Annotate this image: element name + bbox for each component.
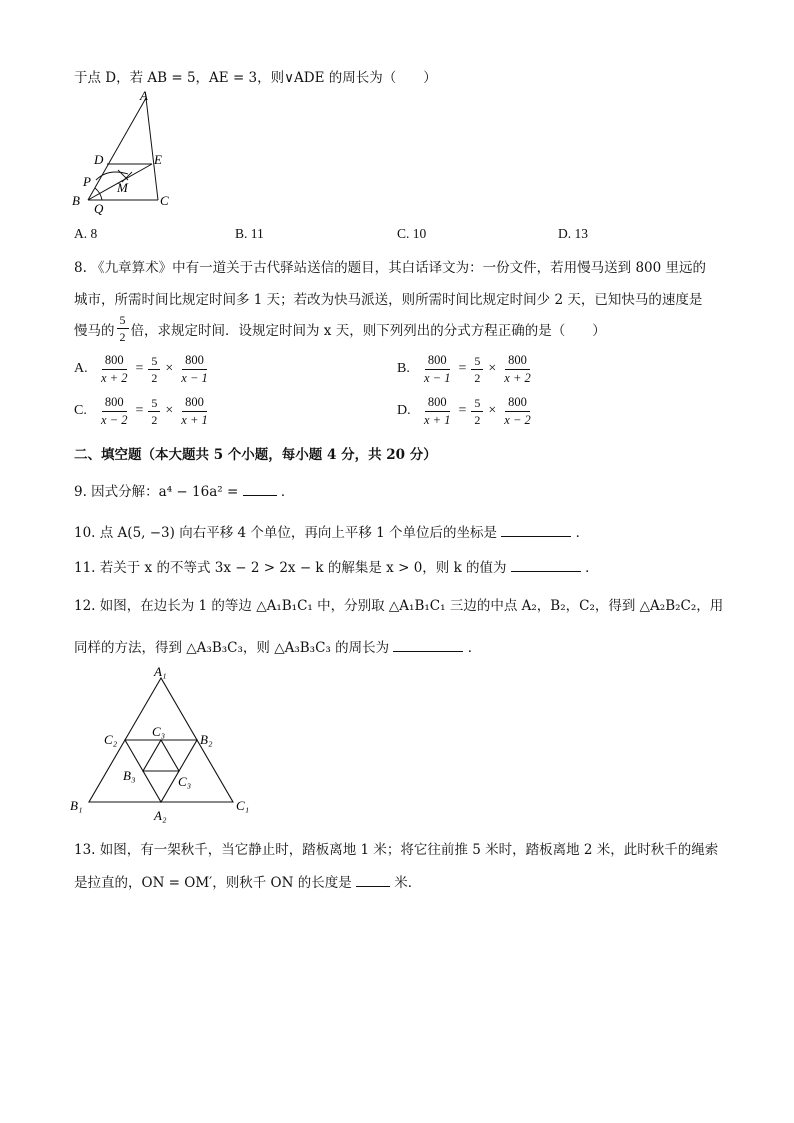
q7-label-M: M <box>117 180 128 195</box>
q8-line1: 8. 《九章算术》中有一道关于古代驿站送信的题目，其白话译文为：一份文件，若用慢马送到 800 里远的 <box>74 260 707 276</box>
q7-label-B: B <box>72 193 80 208</box>
q12-answer-blank[interactable] <box>393 639 463 652</box>
q12-figure <box>66 662 266 824</box>
q7-label-A: A <box>140 88 148 103</box>
q7-option-d: D. 13 <box>558 226 588 241</box>
q11-answer-blank[interactable] <box>511 559 581 572</box>
q13-line1: 13. 如图，有一架秋千，当它静止时，踏板离地 1 米；将它往前推 5 米时，踏板离地 2 米，此时秋千的绳索 <box>74 842 719 858</box>
q7-label-C: C <box>160 193 169 208</box>
q12-label-B3: B₃ <box>123 768 136 783</box>
q10-answer-blank[interactable] <box>501 524 571 537</box>
q8-option-a: A. $\frac{800}{x + 2}$ = $\frac{5}{2}$ × $\frac{800}{x - 1}$ <box>74 353 208 385</box>
q10: 10. 点 A(5, −3) 向右平移 4 个单位，再向上平移 1 个单位后的坐标是 ． <box>74 525 590 541</box>
q12-label-A1: A₁ <box>154 664 167 679</box>
q8-option-b: B. $\frac{800}{x - 1}$ = $\frac{5}{2}$ × $\frac{800}{x + 2}$ <box>397 353 531 385</box>
q7-option-b: B. 11 <box>235 226 264 241</box>
q13-answer-blank[interactable] <box>356 874 390 887</box>
q7-label-E: E <box>154 152 162 167</box>
q8-option-d: D. $\frac{800}{x + 1}$ = $\frac{5}{2}$ × $\frac{800}{x - 2}$ <box>397 395 531 427</box>
q13-line2: 是拉直的，ON = OM′，则秋千 ON 的长度是 米． <box>74 875 422 891</box>
q7-label-D: D <box>94 152 104 167</box>
q12-label-B2: B₂ <box>200 732 213 747</box>
q7-option-c: C. 10 <box>397 226 427 241</box>
q11: 11. 若关于 x 的不等式 3x − 2 > 2x − k 的解集是 x > 0，则 k 的值为 ． <box>74 560 599 576</box>
q7-text: 于点 D，若 AB = 5，AE = 3，则∨ADE 的周长为（ ） <box>74 70 437 86</box>
q12-label-C3-top: C₃ <box>152 724 166 739</box>
q7-figure <box>66 88 186 218</box>
q9-answer-blank[interactable] <box>243 483 277 496</box>
q12-label-B1: B₁ <box>70 798 83 813</box>
q12-label-C2: C₂ <box>104 732 118 747</box>
q12-label-C3-right: C₃ <box>178 774 192 789</box>
q7-option-a: A. 8 <box>74 226 98 241</box>
section-heading: 二、填空题（本大题共 5 个小题，每小题 4 分，共 20 分） <box>74 447 437 463</box>
q12-label-C1: C₁ <box>236 798 250 813</box>
q12-line2: 同样的方法，得到 △A₃B₃C₃，则 △A₃B₃C₃ 的周长为 ． <box>74 640 482 656</box>
q7-label-P: P <box>83 174 91 189</box>
q8-fraction: $\frac{5}{2}$ <box>117 314 129 343</box>
q12-label-A2: A₂ <box>154 808 167 823</box>
q8-line3-pre: 慢马的 <box>74 322 115 339</box>
q7-label-Q: Q <box>94 201 104 216</box>
q12-line1: 12. 如图，在边长为 1 的等边 △A₁B₁C₁ 中，分别取 △A₁B₁C₁ 三边的中点 A₂，B₂，C₂，得到 △A₂B₂C₂，用 <box>74 598 724 614</box>
q8-line2: 城市，所需时间比规定时间多 1 天；若改为快马派送，则所需时间比规定时间少 2 天，已知快马的速度是 <box>74 292 703 308</box>
q8-line3-post: 倍，求规定时间．设规定时间为 x 天，则下列列出的分式方程正确的是（ ） <box>130 322 606 339</box>
q8-line3 <box>74 314 606 343</box>
q8-option-c: C. $\frac{800}{x - 2}$ = $\frac{5}{2}$ × $\frac{800}{x + 1}$ <box>74 395 208 427</box>
q9: 9. 因式分解：a⁴ − 16a² = ． <box>74 484 295 500</box>
